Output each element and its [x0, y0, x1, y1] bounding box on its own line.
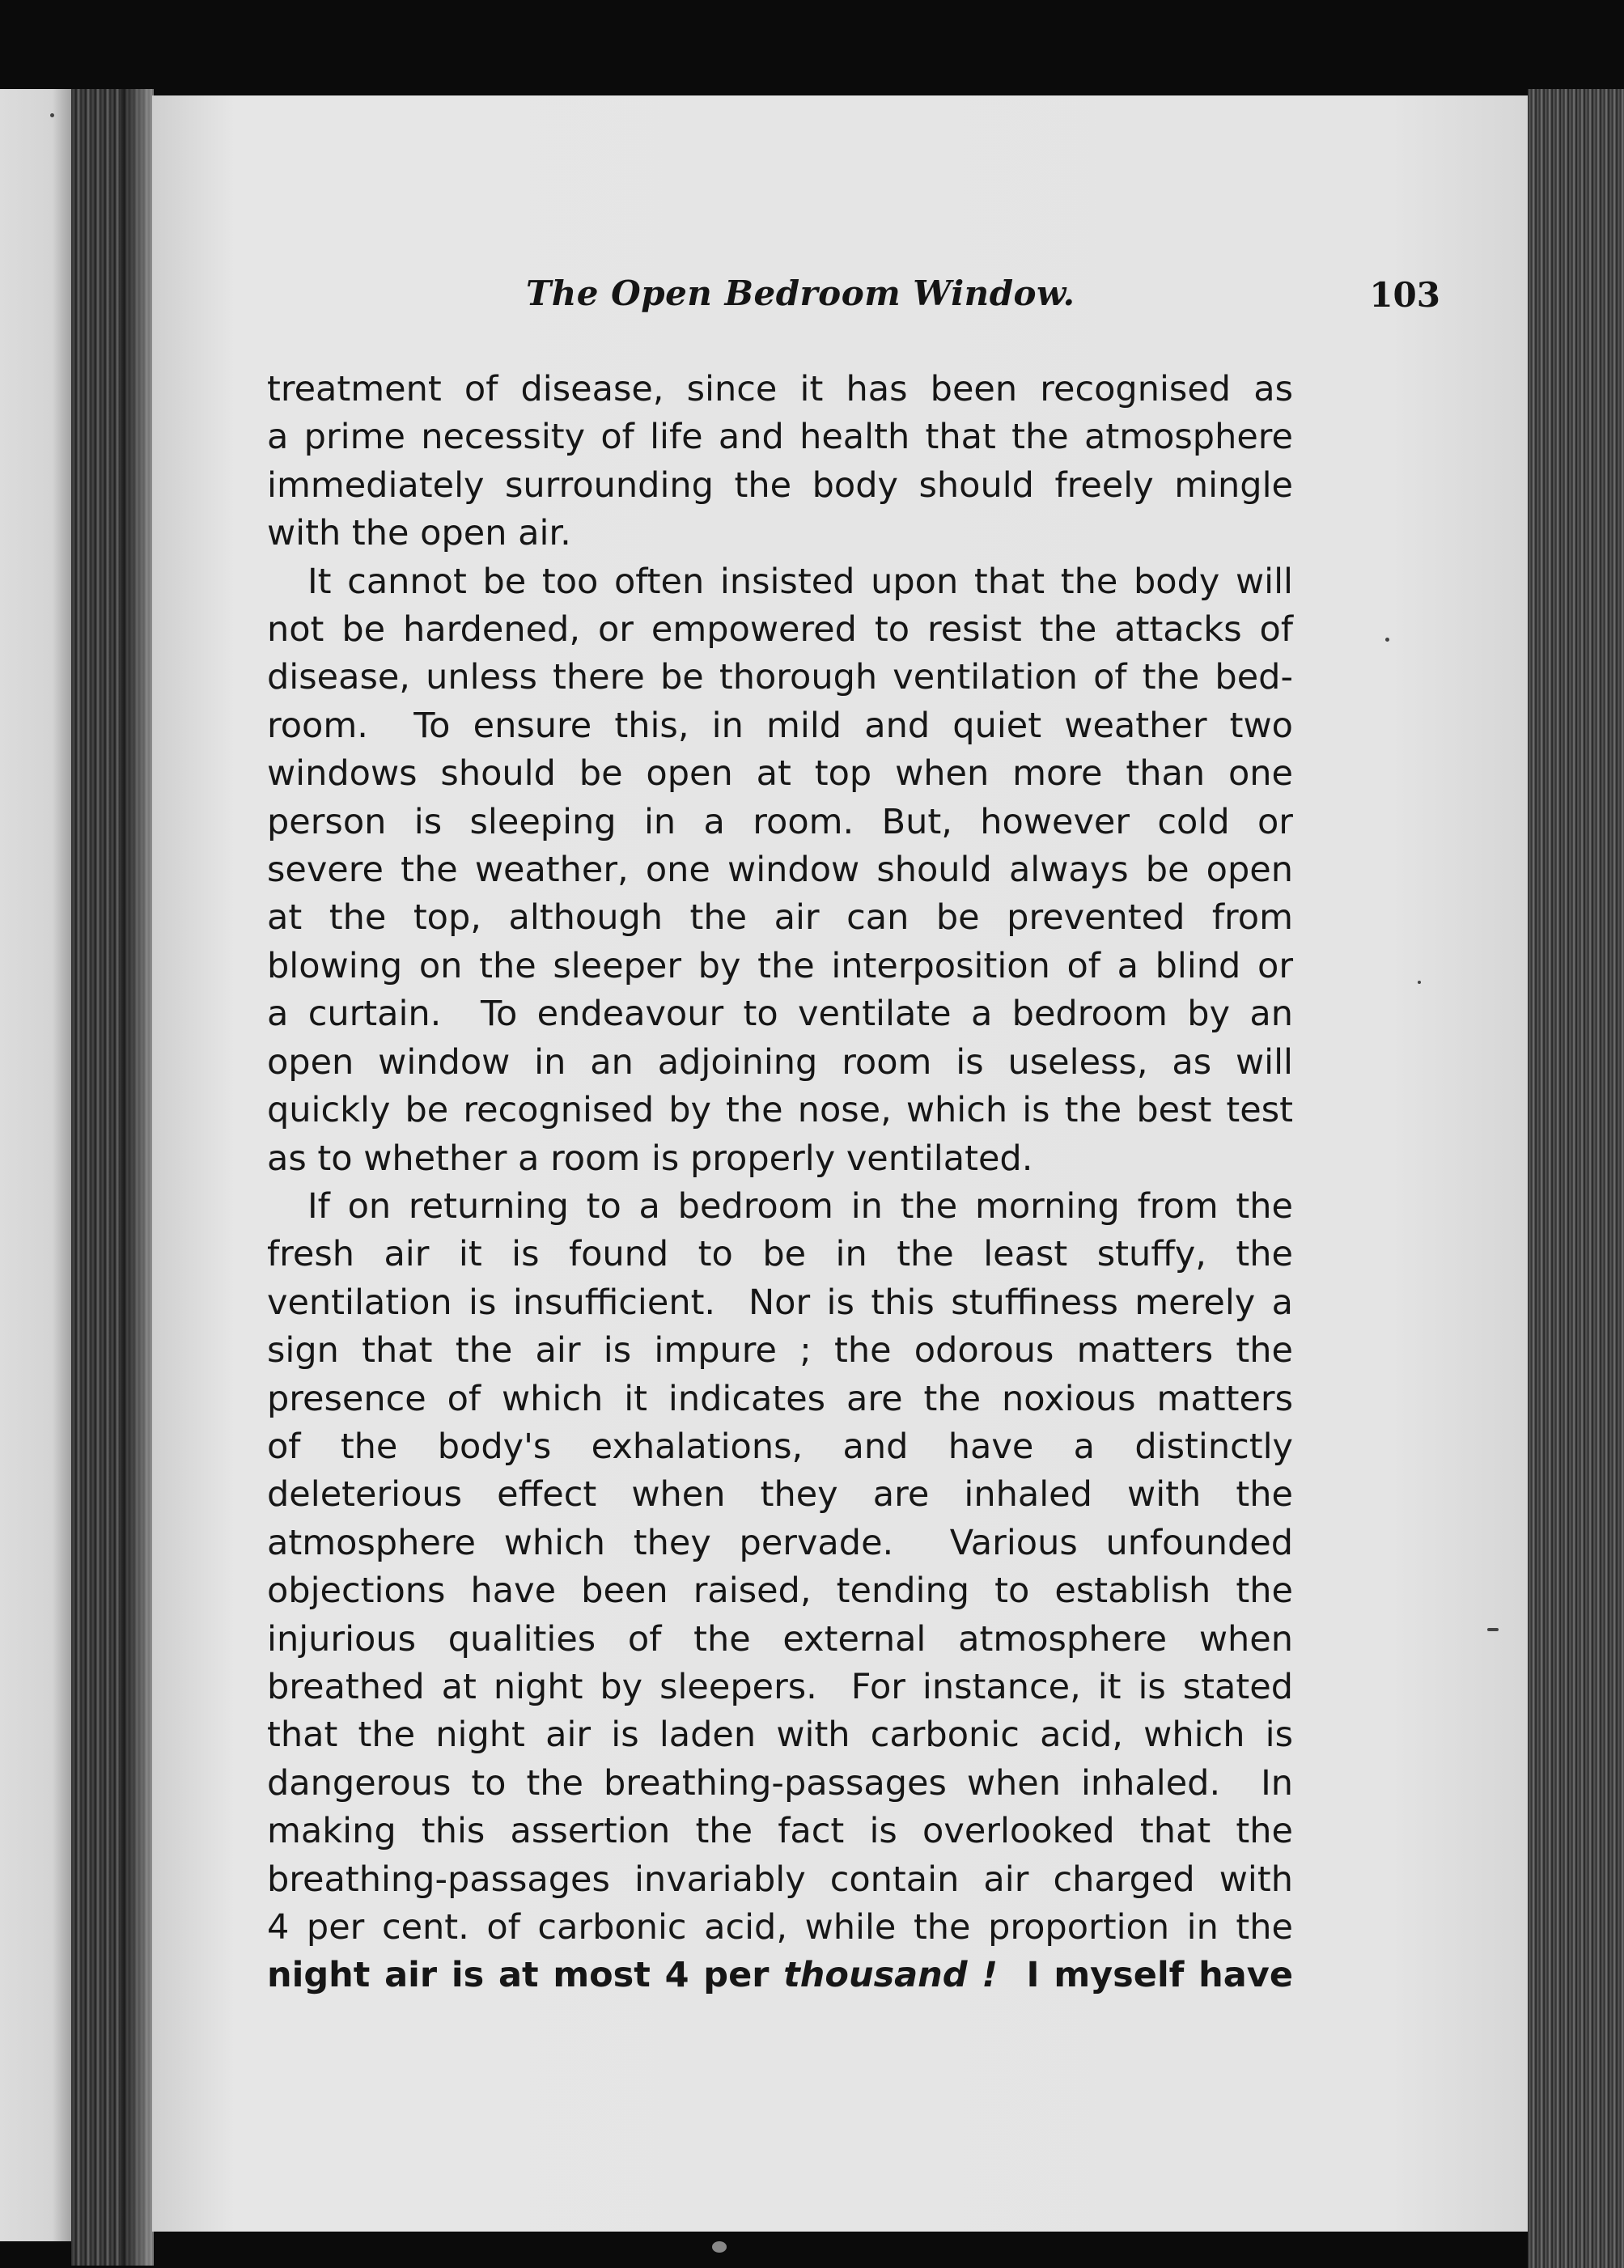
- text-line: fresh air it is found to be in the least stuffy, the: [267, 1234, 1293, 1275]
- text-line: ventilation is insufficient. Nor is this stuffiness merely a: [267, 1282, 1293, 1323]
- page-header: [526, 273, 1440, 330]
- scan-speck: [1385, 638, 1389, 642]
- text-line: open window in an adjoining room is useless, as will: [267, 1041, 1293, 1083]
- page-edges-right: [1528, 89, 1624, 2268]
- text-line: blowing on the sleeper by the interposition of a blind or: [267, 945, 1293, 986]
- scan-speck: [1418, 981, 1421, 984]
- text-line: breathing-passages invariably contain air charged with: [267, 1859, 1293, 1900]
- text-line: severe the weather, one window should always be open: [267, 850, 1293, 891]
- text-line: that the night air is laden with carbonic acid, which is: [267, 1715, 1293, 1756]
- page-number: 103: [1369, 275, 1440, 315]
- text-line: a curtain. To endeavour to ventilate a bedroom by an: [267, 994, 1293, 1035]
- text-line: quickly be recognised by the nose, which is the best test: [267, 1090, 1293, 1131]
- text-line: It cannot be too often insisted upon that the body will: [307, 561, 1293, 602]
- text-line: atmosphere which they pervade. Various unfounded: [267, 1522, 1293, 1563]
- text-line: with the open air.: [267, 513, 571, 554]
- gutter-shadow: [121, 89, 154, 2266]
- paragraph-3: [267, 1183, 1293, 2000]
- text-line: 4 per cent. of carbonic acid, while the proportion in the: [267, 1907, 1293, 1948]
- text-line: not be hardened, or empowered to resist the attacks of: [267, 609, 1293, 651]
- text-line: a prime necessity of life and health that the atmosphere: [267, 417, 1293, 458]
- text-line: treatment of disease, since it has been recognised as: [267, 369, 1293, 409]
- text-line: making this assertion the fact is overlooked that the: [267, 1811, 1293, 1852]
- scan-speck: [50, 113, 54, 117]
- previous-page-edge: [0, 89, 74, 2241]
- text-line: windows should be open at top when more than one: [267, 753, 1293, 795]
- text-line: at the top, although the air can be prevented from: [267, 897, 1293, 939]
- paragraph-1: [267, 366, 1293, 558]
- running-title: The Open Bedroom Window.: [526, 273, 1075, 313]
- text-line: dangerous to the breathing-passages when inhaled. In: [267, 1762, 1293, 1804]
- text-line: deleterious effect when they are inhaled with the: [267, 1474, 1293, 1516]
- text-line: If on returning to a bedroom in the morning from the: [307, 1185, 1293, 1227]
- text-line: of the body's exhalations, and have a distinctly: [267, 1426, 1293, 1467]
- text-line: presence of which it indicates are the noxious matters: [267, 1378, 1293, 1419]
- text-line: objections have been raised, tending to establish the: [267, 1571, 1293, 1612]
- text-line: room. To ensure this, in mild and quiet weather two: [267, 705, 1293, 746]
- text-line: immediately surrounding the body should freely mingle: [267, 464, 1293, 506]
- scan-speck: [712, 2241, 727, 2253]
- text-line: disease, unless there be thorough ventilation of the bed-: [267, 657, 1293, 698]
- scan-speck: [1487, 1628, 1499, 1631]
- final-text-line: [267, 1952, 1293, 1999]
- text-line: person is sleeping in a room. But, however cold or: [267, 801, 1293, 842]
- final-line-after: I myself have: [997, 1955, 1293, 1996]
- paragraph-2: [267, 558, 1293, 1183]
- final-line-before: night air is at most 4 per: [267, 1955, 784, 1996]
- text-line: sign that the air is impure ; the odorous matters the: [267, 1330, 1293, 1371]
- text-line: injurious qualities of the external atmosphere when: [267, 1618, 1293, 1660]
- text-line: breathed at night by sleepers. For instance, it is stated: [267, 1666, 1293, 1707]
- text-line: as to whether a room is properly ventilated.: [267, 1138, 1033, 1179]
- body-text: [267, 366, 1293, 2000]
- emphasis-thousand: thousand !: [783, 1955, 998, 1996]
